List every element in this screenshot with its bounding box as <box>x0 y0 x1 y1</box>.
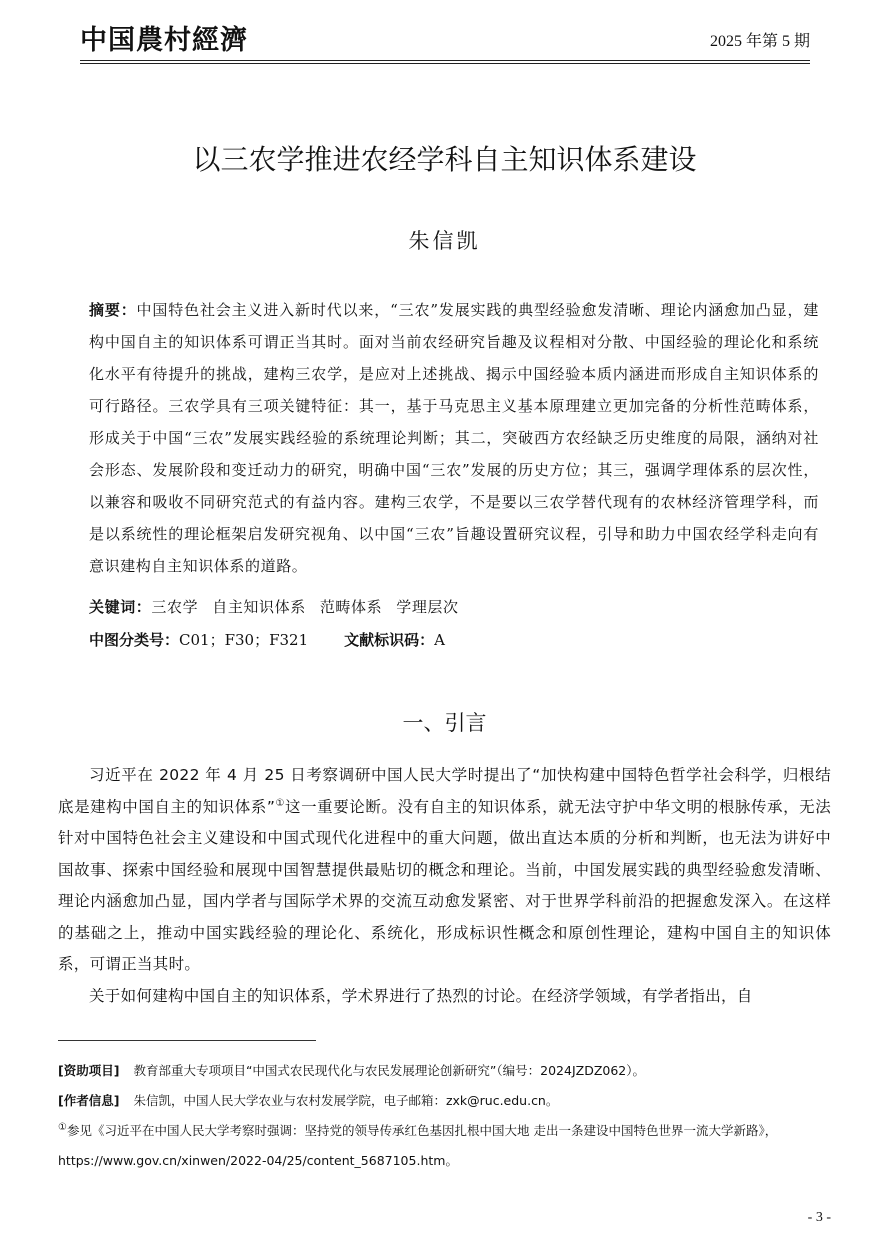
classification-line <box>89 629 819 651</box>
clc-value: C01；F30；F321 <box>179 631 309 649</box>
footnotes <box>58 1056 831 1176</box>
footnote-ref[interactable]: ① <box>275 797 286 809</box>
journal-logo: 中国農村經濟 <box>80 25 248 56</box>
keywords-label: 关键词： <box>89 598 152 616</box>
reference-note <box>58 1116 831 1176</box>
keyword-item: 范畴体系 <box>319 598 383 616</box>
funding-tag: [资助项目] <box>58 1063 120 1078</box>
body-paragraph <box>58 760 831 981</box>
funding-note <box>58 1056 831 1086</box>
article-author: 朱信凯 <box>408 229 481 253</box>
body-paragraph: 关于如何建构中国自主的知识体系，学术界进行了热烈的讨论。在经济学领域，有学者指出，自 <box>89 986 753 1005</box>
clc-label: 中图分类号： <box>89 631 180 649</box>
footnote-mark: ① <box>58 1121 67 1133</box>
page-number: - 3 - <box>807 1210 831 1225</box>
header-rule <box>80 60 810 61</box>
doc-code-value: A <box>434 631 445 649</box>
abstract <box>89 294 819 582</box>
keyword-item: 三农学 <box>151 598 199 616</box>
keywords-line <box>89 596 819 618</box>
keyword-item: 自主知识体系 <box>212 598 306 616</box>
footnote-rule <box>58 1040 316 1041</box>
paragraph-text: 这一重要论断。没有自主的知识体系，就无法守护中华文明的根脉传承，无法针对中国特色社会主义建设和中国式现代化进程中的重大问题，做出直达本质的分析和判断，也无法为讲好中国故事、探索中国经验和展现中国智慧提供最贴切的概念和理论。当前，中国发展实践的典型经验愈发清晰、理论内涵愈加凸显，国内学者与国际学术界的交流互动愈发紧密、对于世界学科前沿的把握愈发深入。在这样的基础之上，推动中国实践经验的理论化、系统化，形成标识性概念和原创性理论，建构中国自主的知识体系，可谓正当其时。 <box>58 797 832 973</box>
body-text <box>58 760 831 1012</box>
paragraph-text: 习近平在 2022 年 4 月 25 日考察调研中国人民大学时提出了“加快构建中国特色哲学社会科学，归根结底是建构中国自主的知识体系” <box>58 766 831 816</box>
funding-text: 教育部重大专项项目“中国式农民现代化与农民发展理论创新研究”（编号：2024JZDZ062）。 <box>133 1063 645 1078</box>
abstract-label: 摘要： <box>89 301 137 319</box>
header-rule-thin <box>80 63 810 64</box>
keyword-item: 学理层次 <box>396 598 459 616</box>
page-header <box>80 14 810 54</box>
abstract-text: 中国特色社会主义进入新时代以来，“三农”发展实践的典型经验愈发清晰、理论内涵愈加凸显，建构中国自主的知识体系可谓正当其时。面对当前农经研究旨趣及议程相对分散、中国经验的理论化和系统化水平有待提升的挑战，建构三农学，是应对上述挑战、揭示中国经验本质内涵进而形成自主知识体系的可行路径。三农学具有三项关键特征：其一，基于马克思主义基本原理建立更加完备的分析性范畴体系，形成关于中国“三农”发展实践经验的系统理论判断；其二，突破西方农经缺乏历史维度的局限，涵纳对社会形态、发展阶段和变迁动力的研究，明确中国“三农”发展的历史方位；其三，强调学理体系的层次性，以兼容和吸收不同研究范式的有益内容。建构三农学，不是要以三农学替代现有的农林经济管理学科，而是以系统性的理论框架启发研究视角、以中国“三农”旨趣设置研究议程，引导和助力中国农经学科走向有意识建构自主知识体系的道路。 <box>89 301 819 575</box>
author-info-text: 朱信凯，中国人民大学农业与农村发展学院，电子邮箱：zxk@ruc.edu.cn。 <box>133 1093 559 1108</box>
doc-code-label: 文献标识码： <box>344 631 435 649</box>
author-tag: [作者信息] <box>58 1093 120 1108</box>
issue-label: 2025 年第 5 期 <box>709 33 810 50</box>
section-heading: 一、引言 <box>402 711 487 735</box>
reference-text[interactable]: 参见《习近平在中国人民大学考察时强调：坚持党的领导传承红色基因扎根中国大地 走出一条建设中国特色世界一流大学新路》，https://www.gov.cn/xinwen/2022-04/25/content_5687105.htm。 <box>58 1123 778 1168</box>
author-note <box>58 1086 831 1116</box>
article-title: 以三农学推进农经学科自主知识体系建设 <box>192 143 697 176</box>
